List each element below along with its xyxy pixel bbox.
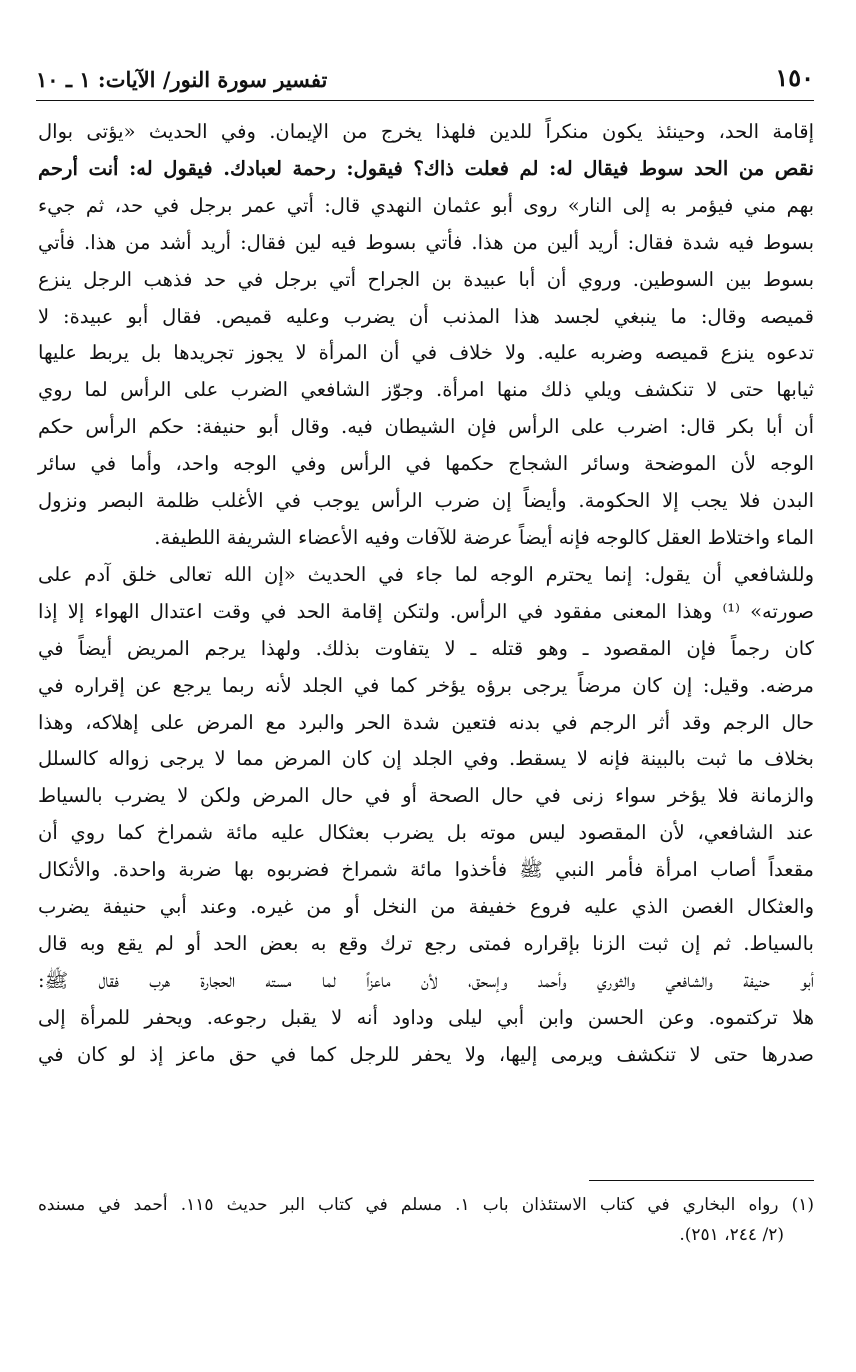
text-line: بالسياط. ثم إن ثبت الزنا بإقراره فمتى رجع ترك وقع به بعض الحد أو لم يقع وبه قال	[38, 931, 814, 955]
text-line: أبو حنيفة والشافعي والثوري وأحمد وإسحق، لأن ماعزاً لما مسته الحجارة هرب فقال ﷺ:	[38, 968, 814, 992]
text-line: قميصه وقال: ما ينبغي لجسد هذا المذنب أن يضرب وعليه قميص. فقال أبو عبيدة: لا	[38, 304, 814, 328]
footnotes	[38, 1190, 814, 1250]
header-rule	[36, 100, 814, 101]
body-text	[38, 114, 814, 1074]
text-line: صدرها حتى لا تنكشف ويرمى إليها، ولا يحفر للرجل كما في حق ماعز إذ لو كان في	[38, 1042, 814, 1066]
text-line: مرضه. وقيل: إن كان مرضاً يرجى برؤه يؤخر كما في الجلد لأنه ربما يرجع عن إقراره في	[38, 673, 814, 697]
text-line: الوجه لأن الموضحة وسائر الشجاج حكمها في الرأس وفي الوجه واحد، وأما في سائر	[38, 452, 814, 476]
text-line: بخلاف ما ثبت بالبينة فإنه لا يسقط. وفي الجلد إن كان المرض مما لا يرجى زواله كالسلل	[38, 747, 814, 771]
text-line: بهم مني فيؤمر به إلى النار» روى أبو عثمان النهدي قال: أتي عمر برجل في حد، ثم جيء	[38, 193, 814, 217]
text-line: والزمانة فلا يؤخر سواء زنى في حال الصحة أو في حال المرض ولكن لا يضرب بالسياط	[38, 784, 814, 808]
text-line: صورته» ⁽¹⁾ وهذا المعنى مفقود في الرأس. ولتكن إقامة الحد في وقت اعتدال الهواء إلا إذا	[38, 599, 814, 623]
running-title: تفسير سورة النور/ الآيات: ١ ـ ١٠	[36, 67, 328, 92]
text-line: ثيابها حتى لا تنكشف ويلي ذلك منها امرأة. وجوّز الشافعي الضرب على الرأس لما روي	[38, 378, 814, 402]
text-line: أن أبا بكر قال: اضرب على الرأس فإن الشيطان فيه. وقال أبو حنيفة: حكم الرأس حكم	[38, 415, 814, 439]
text-line: والعثكال الغصن الذي عليه فروع خفيفة من النخل أو من غيره. وعند أبي حنيفة يضرب	[38, 895, 814, 919]
text-line: وللشافعي أن يقول: إنما يحترم الوجه لما جاء في الحديث «إن الله تعالى خلق آدم على	[38, 562, 814, 586]
text-line: هلا تركتموه. وعن الحسن وابن أبي ليلى وداود أنه لا يقبل رجوعه. ويحفر للمرأة إلى	[38, 1005, 814, 1029]
text-line: البدن فلا يجب إلا الحكومة. وأيضاً إن ضرب الرأس يوجب في الأغلب ظلمة البصر ونزول	[38, 489, 814, 513]
footnote-rule	[589, 1180, 814, 1181]
text-line: حال الرجم وقد أثر الرجم في بدنه فتعين شدة الحر والبرد مع المرض على إهلاكه، وهذا	[38, 710, 814, 734]
text-line: بسوط فيه شدة فقال: أريد ألين من هذا. فأتي بسوط فيه لين فقال: أريد أشد من هذا. فأتي	[38, 230, 814, 254]
text-line: عند الشافعي، لأن المقصود ليس موته بل يضرب بعثكال عليه مائة شمراخ كما روي أن	[38, 821, 814, 845]
text-line: نقص من الحد سوط فيقال له: لم فعلت ذاك؟ فيقول: رحمة لعبادك. فيقول له: أنت أرحم	[38, 156, 814, 180]
text-line: إقامة الحد، وحينئذ يكون منكراً للدين فلهذا يخرج من الإيمان. وفي الحديث «يؤتى بوال	[38, 120, 814, 143]
text-line: بسوط بين السوطين. وروي أن أبا عبيدة بن الجراح أتي برجل في حد فذهب الرجل ينزع	[38, 267, 814, 291]
footnote-line: (٢/ ٢٤٤، ٢٥١).	[679, 1225, 784, 1245]
text-line: الماء واختلاط العقل كالوجه فإنه أيضاً عرضة للآفات وفيه الأعضاء الشريفة اللطيفة.	[154, 525, 814, 549]
text-line: تدعوه ينزع قميصه وضربه عليه. ولا خلاف في أن المرأة لا يجوز تجريدها بل يربط عليها	[38, 341, 814, 365]
text-line: كان رجماً فإن المقصود ـ وهو قتله ـ لا يتفاوت بذلك. ولهذا يرجم المريض أيضاً في	[38, 636, 814, 660]
running-header	[36, 58, 814, 92]
text-line: مقعداً أصاب امرأة فأمر النبي ﷺ فأخذوا مائة شمراخ فضربوه بها ضربة واحدة. والأثكال	[38, 858, 814, 882]
page-number: ١٥٠	[775, 63, 814, 92]
footnote-line: (١) رواه البخاري في كتاب الاستئذان باب ١. مسلم في كتاب البر حديث ١١٥. أحمد في مسنده	[38, 1195, 814, 1215]
